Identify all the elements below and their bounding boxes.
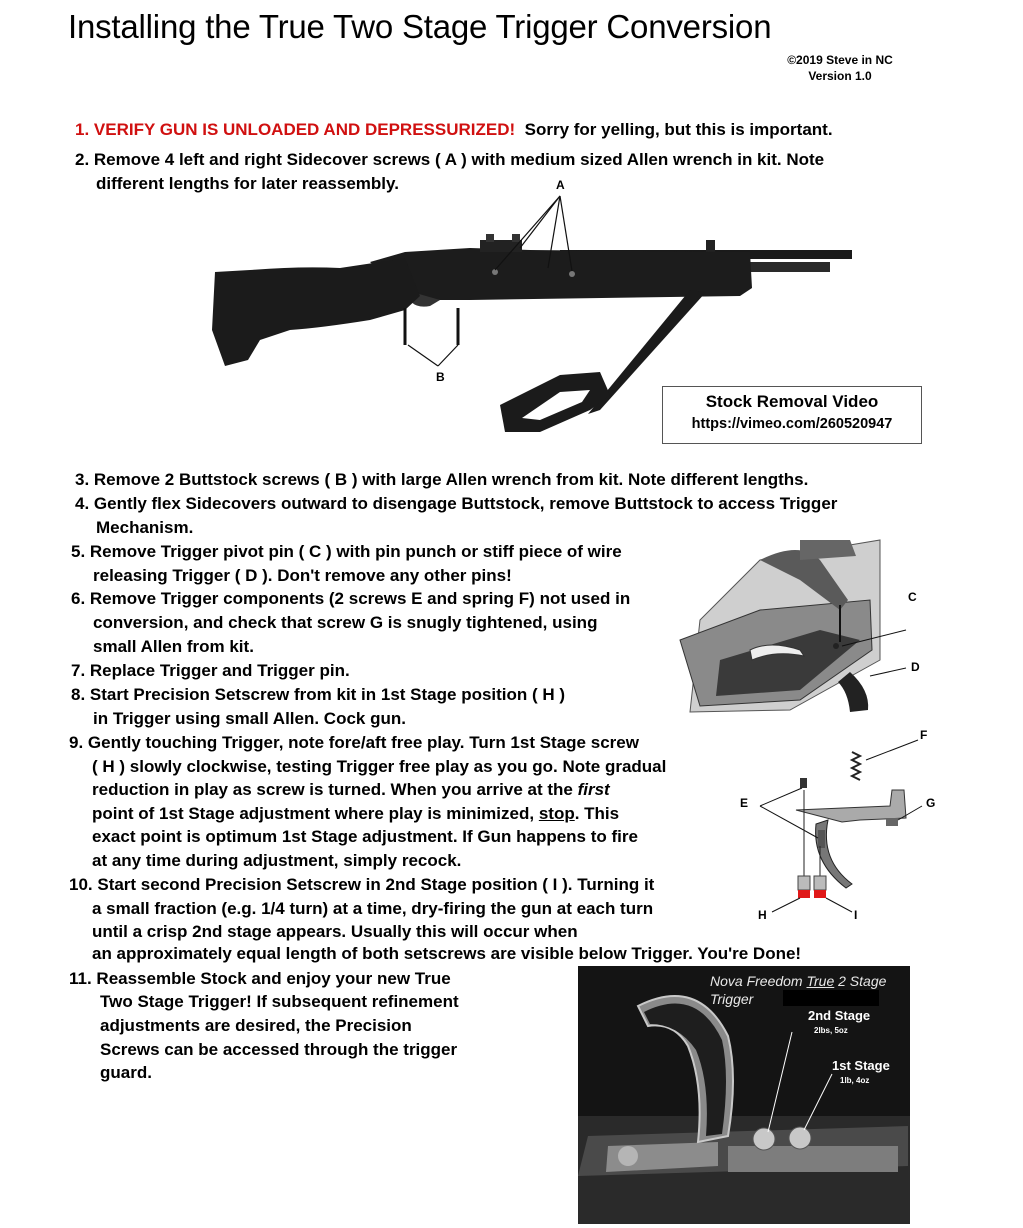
step-2-line-1: 2. Remove 4 left and right Sidecover screws ( A ) with medium sized Allen wrench in kit. Note: [75, 150, 825, 169]
photo-2nd-stage-weight: 2lbs, 5oz: [814, 1026, 848, 1035]
step-4-line-2: Mechanism.: [96, 518, 194, 537]
step-6-line-2: conversion, and check that screw G is snugly tightened, using: [93, 613, 598, 632]
step-9-line-6: at any time during adjustment, simply recock.: [92, 851, 462, 870]
step-5-line-1: 5. Remove Trigger pivot pin ( C ) with pin punch or stiff piece of wire: [71, 542, 622, 561]
video-box-title: Stock Removal Video: [705, 392, 879, 411]
step-10-line-3: until a crisp 2nd stage appears. Usually this will occur when: [92, 922, 578, 941]
step-9-line-3-text: reduction in play as screw is turned. When you arrive at the: [92, 780, 573, 799]
screw-e2: [818, 830, 825, 848]
screw-e1: [800, 778, 807, 788]
photo-caption-line-1: Nova Freedom True 2 Stage: [710, 973, 887, 989]
step-11-line-5: guard.: [100, 1063, 152, 1082]
copyright: ©2019 Steve in NC: [787, 53, 893, 67]
version: Version 1.0: [808, 69, 872, 83]
label-b: B: [436, 370, 445, 384]
step-11-line-2: Two Stage Trigger! If subsequent refinement: [100, 992, 459, 1011]
step-9-emphasis-stop: stop: [538, 804, 575, 823]
photo-1st-stage-weight: 1lb, 4oz: [840, 1076, 870, 1085]
step-9-line-1: 9. Gently touching Trigger, note fore/aft free play. Turn 1st Stage screw: [69, 733, 639, 752]
step-10-line-1: 10. Start second Precision Setscrew in 2nd Stage position ( I ). Turning it: [69, 875, 655, 894]
step-11-line-3: adjustments are desired, the Precision: [100, 1016, 412, 1035]
label-e: E: [740, 796, 749, 810]
step-5-line-2: releasing Trigger ( D ). Don't remove any other pins!: [93, 566, 512, 585]
step-6-line-1: 6. Remove Trigger components (2 screws E and spring F) not used in: [71, 589, 631, 608]
step-11-line-4: Screws can be accessed through the trigger: [100, 1040, 458, 1059]
label-f: F: [920, 728, 928, 742]
step-10-line-2: a small fraction (e.g. 1/4 turn) at a time, dry-firing the gun at each turn: [92, 899, 654, 918]
label-i: I: [854, 908, 858, 922]
label-d: D: [911, 660, 920, 674]
label-a: A: [556, 178, 565, 192]
video-link[interactable]: https://vimeo.com/260520947: [691, 416, 893, 432]
trigger-photo: [578, 966, 910, 1224]
setscrew-i-tip: [814, 890, 826, 898]
label-c: C: [908, 590, 917, 604]
setscrew-h-tip: [798, 890, 810, 898]
step-4-line-1: 4. Gently flex Sidecovers outward to disengage Buttstock, remove Buttstock to access Trigger: [75, 494, 838, 513]
label-g: G: [926, 796, 936, 810]
step-1-warning: 1. VERIFY GUN IS UNLOADED AND DEPRESSURIZED!: [75, 120, 516, 139]
step-9-line-2: ( H ) slowly clockwise, testing Trigger free play as you go. Note gradual: [92, 757, 667, 776]
step-8-line-2: in Trigger using small Allen. Cock gun.: [93, 709, 406, 728]
step-2-line-2: different lengths for later reassembly.: [96, 174, 399, 193]
step-9-line-3: [92, 778, 610, 802]
screw-g: [886, 818, 898, 826]
setscrew-i: [814, 876, 826, 890]
step-9-line-4-text: point of 1st Stage adjustment where play is minimized,: [92, 804, 535, 823]
step-9-line-4: [92, 802, 619, 826]
photo-label-1st-stage: 1st Stage: [832, 1058, 890, 1073]
photo-caption-line-2: Trigger: [710, 991, 754, 1007]
step-9-line-4-end: . This: [574, 804, 620, 823]
step-9-line-5: exact point is optimum 1st Stage adjustment. If Gun happens to fire: [92, 827, 638, 846]
step-8-line-1: 8. Start Precision Setscrew from kit in 1st Stage position ( H ): [71, 685, 566, 704]
photo-label-2nd-stage: 2nd Stage: [808, 1008, 871, 1023]
trigger-spring-f: [852, 752, 860, 780]
step-7: 7. Replace Trigger and Trigger pin.: [71, 661, 350, 680]
step-9-emphasis-first: first: [577, 780, 610, 799]
step-6-line-3: small Allen from kit.: [93, 637, 254, 656]
trigger-housing: [796, 790, 906, 822]
photo-setscrew-1: [753, 1128, 775, 1150]
label-h: H: [758, 908, 767, 922]
page-title: Installing the True Two Stage Trigger Conversion: [68, 8, 772, 45]
step-10-line-4: an approximately equal length of both setscrews are visible below Trigger. You're Done!: [92, 944, 802, 963]
step-1-note: Sorry for yelling, but this is important.: [524, 120, 833, 139]
photo-caption: [710, 972, 886, 1008]
photo-setscrew-2: [789, 1127, 811, 1149]
step-3: 3. Remove 2 Buttstock screws ( B ) with large Allen wrench from kit. Note different lengths.: [75, 470, 809, 489]
step-11-line-1: 11. Reassemble Stock and enjoy your new True: [69, 969, 451, 988]
setscrew-h: [798, 876, 810, 890]
